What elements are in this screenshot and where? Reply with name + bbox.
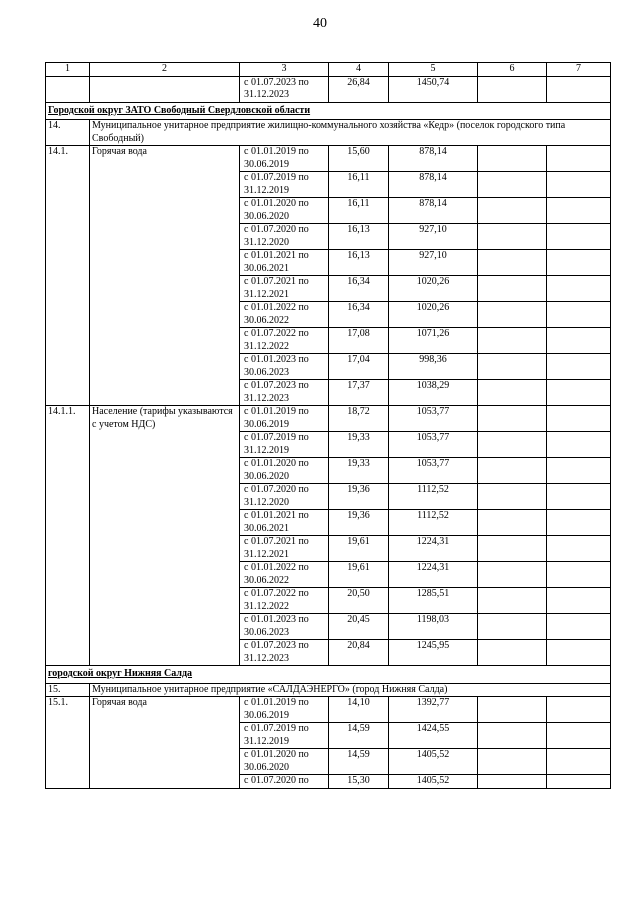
period-cell: с 01.01.2020 по 30.06.2020 [240, 198, 329, 224]
table-row [46, 76, 611, 102]
period-cell: с 01.07.2021 по 31.12.2021 [240, 276, 329, 302]
period-cell: с 01.07.2023 по 31.12.2023 [240, 380, 329, 406]
value-cell-4: 15,60 [329, 146, 389, 172]
value-cell-5: 1053,77 [389, 458, 478, 484]
section-title: Городской округ ЗАТО Свободный Свердловской области [46, 102, 611, 120]
value-cell-4: 16,34 [329, 302, 389, 328]
item-number: 15.1. [46, 697, 90, 789]
value-cell-5: 1450,74 [389, 76, 478, 102]
empty-cell-6 [478, 354, 547, 380]
value-cell-4: 20,84 [329, 640, 389, 666]
value-cell-5: 1245,95 [389, 640, 478, 666]
value-cell-4: 15,30 [329, 775, 389, 789]
period-cell: с 01.07.2020 по 31.12.2020 [240, 484, 329, 510]
item-label: Население (тарифы указываются с учетом НДС) [90, 406, 240, 666]
item-number: 14.1.1. [46, 406, 90, 666]
value-cell-4: 16,11 [329, 198, 389, 224]
empty-cell-6 [478, 250, 547, 276]
section-row [46, 666, 611, 684]
empty-cell-6 [478, 562, 547, 588]
empty-cell-7 [547, 588, 611, 614]
period-cell: с 01.01.2021 по 30.06.2021 [240, 510, 329, 536]
period-cell: с 01.01.2021 по 30.06.2021 [240, 250, 329, 276]
empty-cell-7 [547, 536, 611, 562]
empty-cell-6 [478, 614, 547, 640]
period-cell: с 01.01.2019 по 30.06.2019 [240, 146, 329, 172]
column-header: 1 [46, 63, 90, 77]
empty-cell-7 [547, 224, 611, 250]
empty-cell-6 [478, 224, 547, 250]
value-cell-4: 26,84 [329, 76, 389, 102]
value-cell-5: 1020,26 [389, 276, 478, 302]
period-cell: с 01.07.2022 по 31.12.2022 [240, 588, 329, 614]
empty-cell-7 [547, 510, 611, 536]
value-cell-5: 1038,29 [389, 380, 478, 406]
period-cell: с 01.01.2022 по 30.06.2022 [240, 562, 329, 588]
period-cell: с 01.01.2019 по 30.06.2019 [240, 406, 329, 432]
period-cell: с 01.07.2022 по 31.12.2022 [240, 328, 329, 354]
section-title: городской округ Нижняя Салда [46, 666, 611, 684]
value-cell-5: 1053,77 [389, 432, 478, 458]
empty-cell-6 [478, 432, 547, 458]
empty-cell-7 [547, 775, 611, 789]
empty-cell-6 [478, 328, 547, 354]
empty-cell-6 [478, 458, 547, 484]
empty-cell-6 [478, 723, 547, 749]
value-cell-5: 1224,31 [389, 536, 478, 562]
value-cell-4: 17,37 [329, 380, 389, 406]
period-cell: с 01.01.2020 по 30.06.2020 [240, 458, 329, 484]
value-cell-5: 927,10 [389, 224, 478, 250]
page-number: 40 [313, 16, 327, 31]
empty-cell-7 [547, 749, 611, 775]
value-cell-4: 19,36 [329, 510, 389, 536]
column-header: 2 [90, 63, 240, 77]
column-header: 7 [547, 63, 611, 77]
value-cell-5: 1198,03 [389, 614, 478, 640]
value-cell-5: 878,14 [389, 198, 478, 224]
period-cell: с 01.01.2023 по 30.06.2023 [240, 354, 329, 380]
empty-cell-7 [547, 697, 611, 723]
value-cell-4: 17,04 [329, 354, 389, 380]
empty-cell-7 [547, 723, 611, 749]
value-cell-5: 1392,77 [389, 697, 478, 723]
value-cell-5: 1405,52 [389, 775, 478, 789]
period-cell: с 01.07.2019 по 31.12.2019 [240, 723, 329, 749]
empty-cell-7 [547, 380, 611, 406]
item-label: Горячая вода [90, 146, 240, 406]
header-row [46, 63, 611, 77]
value-cell-4: 20,50 [329, 588, 389, 614]
period-cell: с 01.01.2023 по 30.06.2023 [240, 614, 329, 640]
value-cell-5: 878,14 [389, 146, 478, 172]
value-cell-5: 927,10 [389, 250, 478, 276]
organization-row [46, 683, 611, 697]
period-cell: с 01.01.2019 по 30.06.2019 [240, 697, 329, 723]
value-cell-4: 16,11 [329, 172, 389, 198]
period-cell: с 01.07.2023 по 31.12.2023 [240, 76, 329, 102]
empty-cell-6 [478, 302, 547, 328]
organization-row [46, 120, 611, 146]
period-cell: с 01.07.2019 по 31.12.2019 [240, 432, 329, 458]
item-label: Горячая вода [90, 697, 240, 789]
column-header: 5 [389, 63, 478, 77]
value-cell-4: 19,33 [329, 432, 389, 458]
column-header: 6 [478, 63, 547, 77]
column-header: 4 [329, 63, 389, 77]
empty-cell-7 [547, 406, 611, 432]
empty-cell-7 [547, 146, 611, 172]
empty-cell-7 [547, 328, 611, 354]
value-cell-4: 14,59 [329, 749, 389, 775]
empty-cell-6 [478, 588, 547, 614]
column-header: 3 [240, 63, 329, 77]
value-cell-4: 19,33 [329, 458, 389, 484]
value-cell-4: 16,34 [329, 276, 389, 302]
organization-name: Муниципальное унитарное предприятие жилищно-коммунального хозяйства «Кедр» (поселок городского типа Свободный) [90, 120, 611, 146]
value-cell-5: 998,36 [389, 354, 478, 380]
empty-cell-6 [478, 276, 547, 302]
empty-cell-7 [547, 250, 611, 276]
empty-cell-6 [478, 775, 547, 789]
empty-cell-6 [478, 172, 547, 198]
organization-number: 15. [46, 683, 90, 697]
table-row [46, 146, 611, 172]
item-number: 14.1. [46, 146, 90, 406]
empty-cell-7 [547, 458, 611, 484]
empty-cell-6 [478, 640, 547, 666]
organization-name: Муниципальное унитарное предприятие «САЛДАЭНЕРГО» (город Нижняя Салда) [90, 683, 611, 697]
empty-cell-6 [478, 749, 547, 775]
empty-cell-6 [478, 484, 547, 510]
empty-cell-7 [547, 276, 611, 302]
value-cell-4: 20,45 [329, 614, 389, 640]
empty-cell-6 [478, 146, 547, 172]
value-cell-4: 14,59 [329, 723, 389, 749]
empty-cell-7 [547, 198, 611, 224]
empty-cell-7 [547, 562, 611, 588]
empty-cell-7 [547, 354, 611, 380]
value-cell-5: 1424,55 [389, 723, 478, 749]
value-cell-5: 1053,77 [389, 406, 478, 432]
period-cell: с 01.01.2022 по 30.06.2022 [240, 302, 329, 328]
value-cell-4: 16,13 [329, 224, 389, 250]
empty-cell-7 [547, 172, 611, 198]
empty-cell-7 [547, 432, 611, 458]
table-row [46, 697, 611, 723]
empty-cell-6 [478, 406, 547, 432]
value-cell-5: 1071,26 [389, 328, 478, 354]
value-cell-5: 1285,51 [389, 588, 478, 614]
tariff-table [45, 62, 611, 789]
value-cell-5: 878,14 [389, 172, 478, 198]
period-cell: с 01.07.2019 по 31.12.2019 [240, 172, 329, 198]
period-cell: с 01.07.2023 по 31.12.2023 [240, 640, 329, 666]
value-cell-5: 1405,52 [389, 749, 478, 775]
empty-cell-7 [547, 614, 611, 640]
period-cell: с 01.07.2020 по [240, 775, 329, 789]
empty-cell-6 [478, 198, 547, 224]
empty-cell-7 [547, 640, 611, 666]
section-row [46, 102, 611, 120]
empty-cell-7 [547, 302, 611, 328]
empty-cell-7 [547, 484, 611, 510]
value-cell-4: 14,10 [329, 697, 389, 723]
value-cell-5: 1112,52 [389, 484, 478, 510]
value-cell-4: 18,72 [329, 406, 389, 432]
empty-cell-6 [478, 697, 547, 723]
period-cell: с 01.07.2021 по 31.12.2021 [240, 536, 329, 562]
value-cell-5: 1112,52 [389, 510, 478, 536]
value-cell-4: 19,61 [329, 536, 389, 562]
value-cell-4: 17,08 [329, 328, 389, 354]
value-cell-4: 19,61 [329, 562, 389, 588]
period-cell: с 01.01.2020 по 30.06.2020 [240, 749, 329, 775]
organization-number: 14. [46, 120, 90, 146]
value-cell-5: 1224,31 [389, 562, 478, 588]
empty-cell-6 [478, 380, 547, 406]
value-cell-4: 19,36 [329, 484, 389, 510]
value-cell-4: 16,13 [329, 250, 389, 276]
value-cell-5: 1020,26 [389, 302, 478, 328]
empty-cell-6 [478, 510, 547, 536]
empty-cell-6 [478, 536, 547, 562]
table-row [46, 406, 611, 432]
period-cell: с 01.07.2020 по 31.12.2020 [240, 224, 329, 250]
